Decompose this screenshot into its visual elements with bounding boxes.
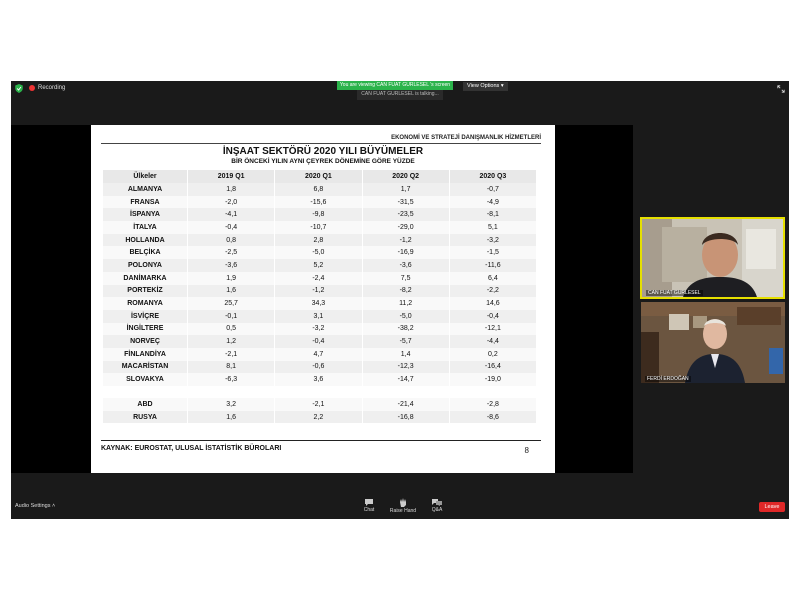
- value-cell: -8,1: [449, 208, 536, 221]
- value-cell: -19,0: [449, 373, 536, 386]
- participant-name: FERDİ ERDOĞAN: [647, 376, 689, 382]
- value-cell: -10,7: [275, 221, 362, 234]
- value-cell: -2,5: [188, 246, 275, 259]
- hand-icon: [398, 498, 408, 507]
- value-cell: -4,1: [188, 208, 275, 221]
- view-options-button[interactable]: [463, 82, 508, 91]
- table-row: [103, 297, 537, 310]
- fullscreen-icon[interactable]: [777, 85, 785, 93]
- column-header: 2020 Q1: [275, 170, 362, 183]
- qa-icon: [431, 498, 443, 506]
- value-cell: -0,6: [275, 361, 362, 374]
- country-cell: DANİMARKA: [103, 272, 188, 285]
- raise-hand-label: Raise Hand: [389, 508, 417, 514]
- country-cell: ALMANYA: [103, 183, 188, 196]
- value-cell: -31,5: [362, 196, 449, 209]
- table-row: [103, 398, 537, 411]
- value-cell: -8,2: [362, 285, 449, 298]
- value-cell: 3,2: [188, 398, 275, 411]
- table-spacer-row: [103, 386, 537, 398]
- value-cell: 0,8: [188, 234, 275, 247]
- value-cell: -0,4: [449, 310, 536, 323]
- value-cell: -2,1: [275, 398, 362, 411]
- country-cell: İSPANYA: [103, 208, 188, 221]
- value-cell: 1,4: [362, 348, 449, 361]
- value-cell: -23,5: [362, 208, 449, 221]
- value-cell: -5,7: [362, 335, 449, 348]
- audio-settings-button[interactable]: [15, 503, 55, 509]
- value-cell: -2,0: [188, 196, 275, 209]
- value-cell: -38,2: [362, 323, 449, 336]
- audio-settings-label: Audio Settings: [15, 503, 51, 509]
- value-cell: 6,4: [449, 272, 536, 285]
- shield-icon[interactable]: [15, 84, 23, 93]
- table-row: [103, 323, 537, 336]
- viewing-banner: You are viewing CAN FUAT GURLESEL 's screen: [337, 81, 453, 90]
- view-options-label: View Options: [467, 83, 500, 89]
- table-row: [103, 196, 537, 209]
- value-cell: -5,0: [275, 246, 362, 259]
- value-cell: 25,7: [188, 297, 275, 310]
- chevron-up-icon: ˄: [52, 503, 56, 509]
- country-cell: İTALYA: [103, 221, 188, 234]
- meeting-controls: [11, 493, 789, 519]
- value-cell: -16,4: [449, 361, 536, 374]
- value-cell: 11,2: [362, 297, 449, 310]
- table-row: [103, 246, 537, 259]
- table-row: [103, 335, 537, 348]
- top-bar: [11, 81, 789, 97]
- table-row: [103, 411, 537, 424]
- value-cell: 5,2: [275, 259, 362, 272]
- presentation-slide: [91, 125, 555, 473]
- value-cell: -1,2: [362, 234, 449, 247]
- value-cell: -11,6: [449, 259, 536, 272]
- chat-icon: [364, 498, 374, 506]
- value-cell: -1,2: [275, 285, 362, 298]
- column-header: Ülkeler: [103, 170, 188, 183]
- value-cell: 4,7: [275, 348, 362, 361]
- value-cell: -0,4: [275, 335, 362, 348]
- country-cell: PORTEKİZ: [103, 285, 188, 298]
- recording-label: Recording: [38, 85, 66, 91]
- value-cell: [188, 386, 275, 398]
- value-cell: -16,9: [362, 246, 449, 259]
- participant-name: CAN FUAT GURLESEL: [648, 290, 701, 296]
- country-cell: HOLLANDA: [103, 234, 188, 247]
- value-cell: -8,6: [449, 411, 536, 424]
- value-cell: -2,2: [449, 285, 536, 298]
- value-cell: -21,4: [362, 398, 449, 411]
- recording-indicator[interactable]: [29, 85, 65, 91]
- value-cell: -6,3: [188, 373, 275, 386]
- column-header: 2019 Q1: [188, 170, 275, 183]
- recording-icon: [29, 85, 35, 91]
- country-cell: İNGİLTERE: [103, 323, 188, 336]
- value-cell: 14,6: [449, 297, 536, 310]
- value-cell: -12,1: [449, 323, 536, 336]
- country-cell: FİNLANDİYA: [103, 348, 188, 361]
- value-cell: 1,6: [188, 285, 275, 298]
- column-header: 2020 Q2: [362, 170, 449, 183]
- country-cell: SLOVAKYA: [103, 373, 188, 386]
- country-cell: BELÇİKA: [103, 246, 188, 259]
- country-cell: POLONYA: [103, 259, 188, 272]
- value-cell: [275, 386, 362, 398]
- value-cell: 2,8: [275, 234, 362, 247]
- country-cell: RUSYA: [103, 411, 188, 424]
- value-cell: 1,6: [188, 411, 275, 424]
- meeting-window: [11, 81, 789, 519]
- country-cell: MACARİSTAN: [103, 361, 188, 374]
- value-cell: 1,7: [362, 183, 449, 196]
- qa-label: Q&A: [431, 507, 443, 513]
- table-row: [103, 272, 537, 285]
- column-header: 2020 Q3: [449, 170, 536, 183]
- value-cell: 5,1: [449, 221, 536, 234]
- growth-table: [103, 170, 537, 423]
- participant-video-image: [642, 219, 785, 299]
- value-cell: 8,1: [188, 361, 275, 374]
- country-cell: [103, 386, 188, 398]
- value-cell: -0,1: [188, 310, 275, 323]
- country-cell: ABD: [103, 398, 188, 411]
- value-cell: 2,2: [275, 411, 362, 424]
- country-cell: NORVEÇ: [103, 335, 188, 348]
- table-row: [103, 373, 537, 386]
- talking-indicator: CAN FUAT GURLESEL is talking...: [357, 90, 443, 100]
- participant-video[interactable]: [640, 217, 785, 299]
- table-row: [103, 208, 537, 221]
- value-cell: -12,3: [362, 361, 449, 374]
- chevron-down-icon: ▾: [500, 83, 504, 89]
- value-cell: -14,7: [362, 373, 449, 386]
- page-number: 8: [524, 446, 529, 455]
- table-row: [103, 234, 537, 247]
- value-cell: -9,8: [275, 208, 362, 221]
- table-row: [103, 221, 537, 234]
- value-cell: -16,8: [362, 411, 449, 424]
- country-cell: ROMANYA: [103, 297, 188, 310]
- participant-video[interactable]: [641, 302, 785, 383]
- value-cell: 7,5: [362, 272, 449, 285]
- value-cell: 1,8: [188, 183, 275, 196]
- value-cell: -3,6: [188, 259, 275, 272]
- value-cell: 1,9: [188, 272, 275, 285]
- country-cell: İSVİÇRE: [103, 310, 188, 323]
- table-row: [103, 348, 537, 361]
- country-cell: FRANSA: [103, 196, 188, 209]
- slide-subtitle: BİR ÖNCEKİ YILIN AYNI ÇEYREK DÖNEMİNE GÖRE YÜZDE: [231, 158, 415, 165]
- value-cell: 3,1: [275, 310, 362, 323]
- value-cell: 6,8: [275, 183, 362, 196]
- value-cell: -4,9: [449, 196, 536, 209]
- table-header-row: [103, 170, 537, 183]
- value-cell: -3,2: [449, 234, 536, 247]
- table-row: [103, 183, 537, 196]
- value-cell: -0,4: [188, 221, 275, 234]
- header-divider: [101, 143, 541, 144]
- value-cell: [362, 386, 449, 398]
- qa-button[interactable]: [422, 498, 452, 513]
- value-cell: 1,2: [188, 335, 275, 348]
- value-cell: -1,5: [449, 246, 536, 259]
- chat-label: Chat: [363, 507, 375, 513]
- value-cell: -2,4: [275, 272, 362, 285]
- table-row: [103, 361, 537, 374]
- value-cell: -0,7: [449, 183, 536, 196]
- value-cell: 0,2: [449, 348, 536, 361]
- value-cell: -5,0: [362, 310, 449, 323]
- value-cell: -3,2: [275, 323, 362, 336]
- value-cell: -4,4: [449, 335, 536, 348]
- value-cell: -3,6: [362, 259, 449, 272]
- value-cell: -29,0: [362, 221, 449, 234]
- value-cell: -15,6: [275, 196, 362, 209]
- brand-header: EKONOMİ VE STRATEJİ DANIŞMANLIK HİZMETLERİ: [391, 135, 541, 141]
- participant-video-image: [641, 302, 785, 383]
- value-cell: -2,8: [449, 398, 536, 411]
- value-cell: 0,5: [188, 323, 275, 336]
- slide-title: İNŞAAT SEKTÖRÜ 2020 YILI BÜYÜMELER: [222, 146, 424, 157]
- value-cell: 34,3: [275, 297, 362, 310]
- value-cell: -2,1: [188, 348, 275, 361]
- chat-button[interactable]: [354, 498, 384, 513]
- value-cell: [449, 386, 536, 398]
- source-note: KAYNAK: EUROSTAT, ULUSAL İSTATİSTİK BÜROLARI: [101, 445, 282, 452]
- table-row: [103, 285, 537, 298]
- leave-button[interactable]: Leave: [759, 502, 785, 512]
- value-cell: 3,6: [275, 373, 362, 386]
- shared-screen: [11, 125, 633, 473]
- table-row: [103, 259, 537, 272]
- table-row: [103, 310, 537, 323]
- raise-hand-button[interactable]: [388, 498, 418, 514]
- footer-divider: [101, 440, 541, 441]
